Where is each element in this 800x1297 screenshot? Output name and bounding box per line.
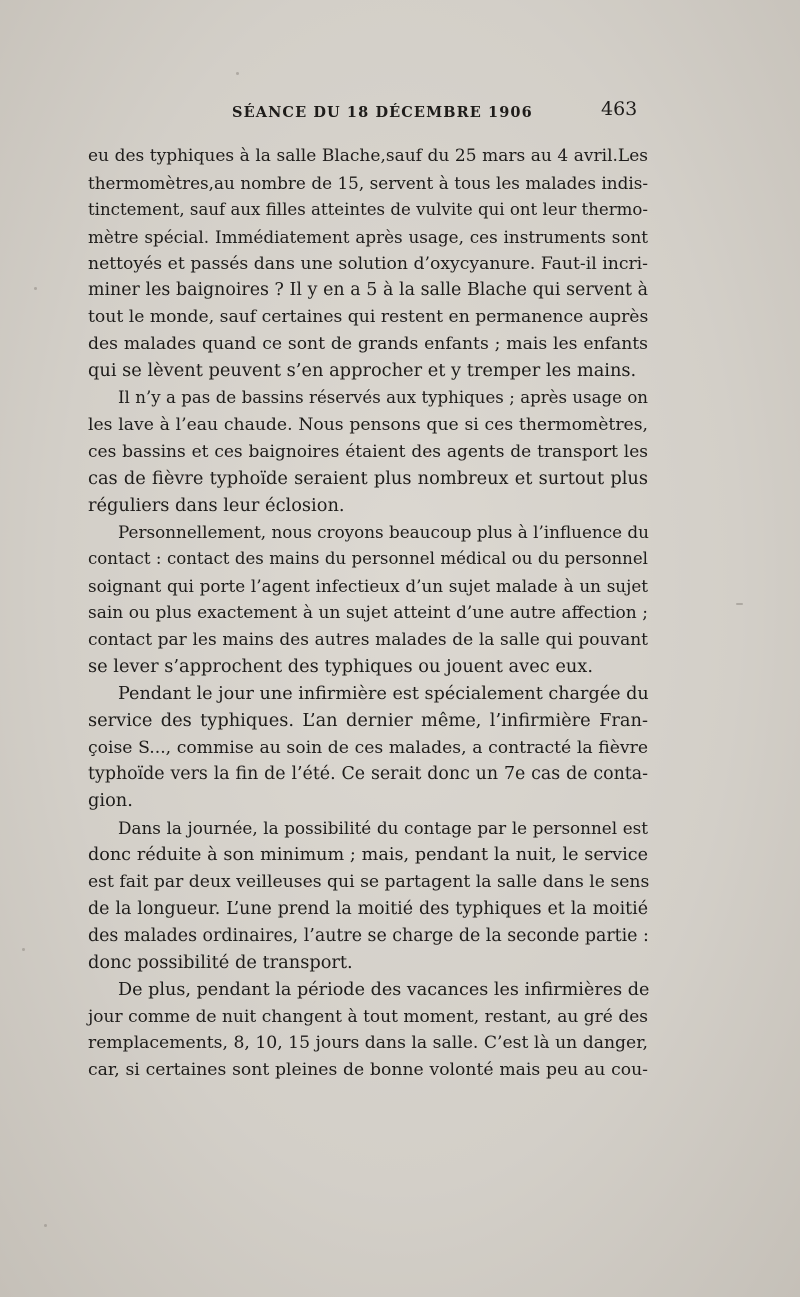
text-line: typhoïde vers la fin de l’été. Ce serait donc un 7e cas de conta- (88, 764, 648, 785)
text-line: ces bassins et ces baignoires étaient des agents de transport les (88, 441, 648, 462)
text-line: de la longueur. L’une prend la moitié des typhiques et la moitié (88, 898, 648, 919)
paper-speck (736, 603, 743, 605)
paragraph-first-line: De plus, pendant la période des vacances les infirmières de (118, 979, 650, 1000)
text-line: cas de fièvre typhoïde seraient plus nombreux et surtout plus (88, 467, 648, 489)
text-line: sain ou plus exactement à un sujet atteint d’une autre affection ; (88, 603, 648, 624)
text-line: contact par les mains des autres malades de la salle qui pouvant (88, 630, 648, 651)
text-line: jour comme de nuit changent à tout moment, restant, au gré des (88, 1006, 648, 1027)
text-line: car, si certaines sont pleines de bonne volonté mais peu au cou- (88, 1060, 648, 1081)
text-line: remplacements, 8, 10, 15 jours dans la salle. C’est là un danger, (88, 1033, 648, 1054)
text-line: thermomètres,au nombre de 15, servent à tous les malades indis- (88, 172, 648, 193)
text-line: eu des typhiques à la salle Blache,sauf du 25 mars au 4 avril.Les (88, 146, 648, 166)
paper-speck (44, 1224, 47, 1227)
text-line: tinctement, sauf aux filles atteintes de vulvite qui ont leur thermo- (88, 199, 648, 219)
paper-speck (34, 287, 37, 290)
paragraph-first-line: Personnellement, nous croyons beaucoup plus à l’influence du (118, 522, 649, 543)
text-line: tout le monde, sauf certaines qui restent en permanence auprès (88, 307, 649, 328)
text-line: les lave à l’eau chaude. Nous pensons que si ces thermomètres, (88, 414, 648, 435)
text-line: donc réduite à son minimum ; mais, pendant la nuit, le service (88, 845, 648, 866)
text-line: soignant qui porte l’agent infectieux d’un sujet malade à un sujet (88, 576, 648, 597)
running-head: SÉANCE DU 18 DÉCEMBRE 1906 (232, 104, 533, 121)
text-line: réguliers dans leur éclosion. (88, 494, 345, 516)
text-line: se lever s’approchent des typhiques ou jouent avec eux. (88, 655, 593, 677)
text-line: service des typhiques. L’an dernier même, l’infirmière Fran- (88, 709, 648, 731)
text-line: nettoyés et passés dans une solution d’oxycyanure. Faut-il incri- (88, 253, 648, 274)
text-line: donc possibilité de transport. (88, 951, 353, 973)
paragraph-first-line: Il n’y a pas de bassins réservés aux typhiques ; après usage on (118, 388, 648, 408)
paper-speck (22, 948, 25, 951)
text-line: est fait par deux veilleuses qui se partagent la salle dans le sens (88, 872, 650, 893)
page-number: 463 (601, 98, 638, 120)
paragraph-first-line: Pendant le jour une infirmière est spécialement chargée du (118, 683, 649, 704)
text-line: des malades ordinaires, l’autre se charge de la seconde partie : (88, 925, 649, 946)
text-line: contact : contact des mains du personnel médical ou du personnel (88, 549, 648, 569)
body-text (88, 143, 648, 1084)
text-line: des malades quand ce sont de grands enfants ; mais les enfants (88, 334, 648, 355)
text-line: gion. (88, 790, 133, 812)
text-line: mètre spécial. Immédiatement après usage, ces instruments sont (88, 226, 648, 247)
text-line: miner les baignoires ? Il y en a 5 à la salle Blache qui servent à (88, 280, 648, 301)
paper-speck (236, 72, 239, 75)
paragraph-first-line: Dans la journée, la possibilité du contage par le personnel est (118, 818, 648, 839)
text-line: çoise S..., commise au soin de ces malades, a contracté la fièvre (88, 737, 648, 758)
text-line: qui se lèvent peuvent s’en approcher et y tremper les mains. (88, 360, 637, 382)
